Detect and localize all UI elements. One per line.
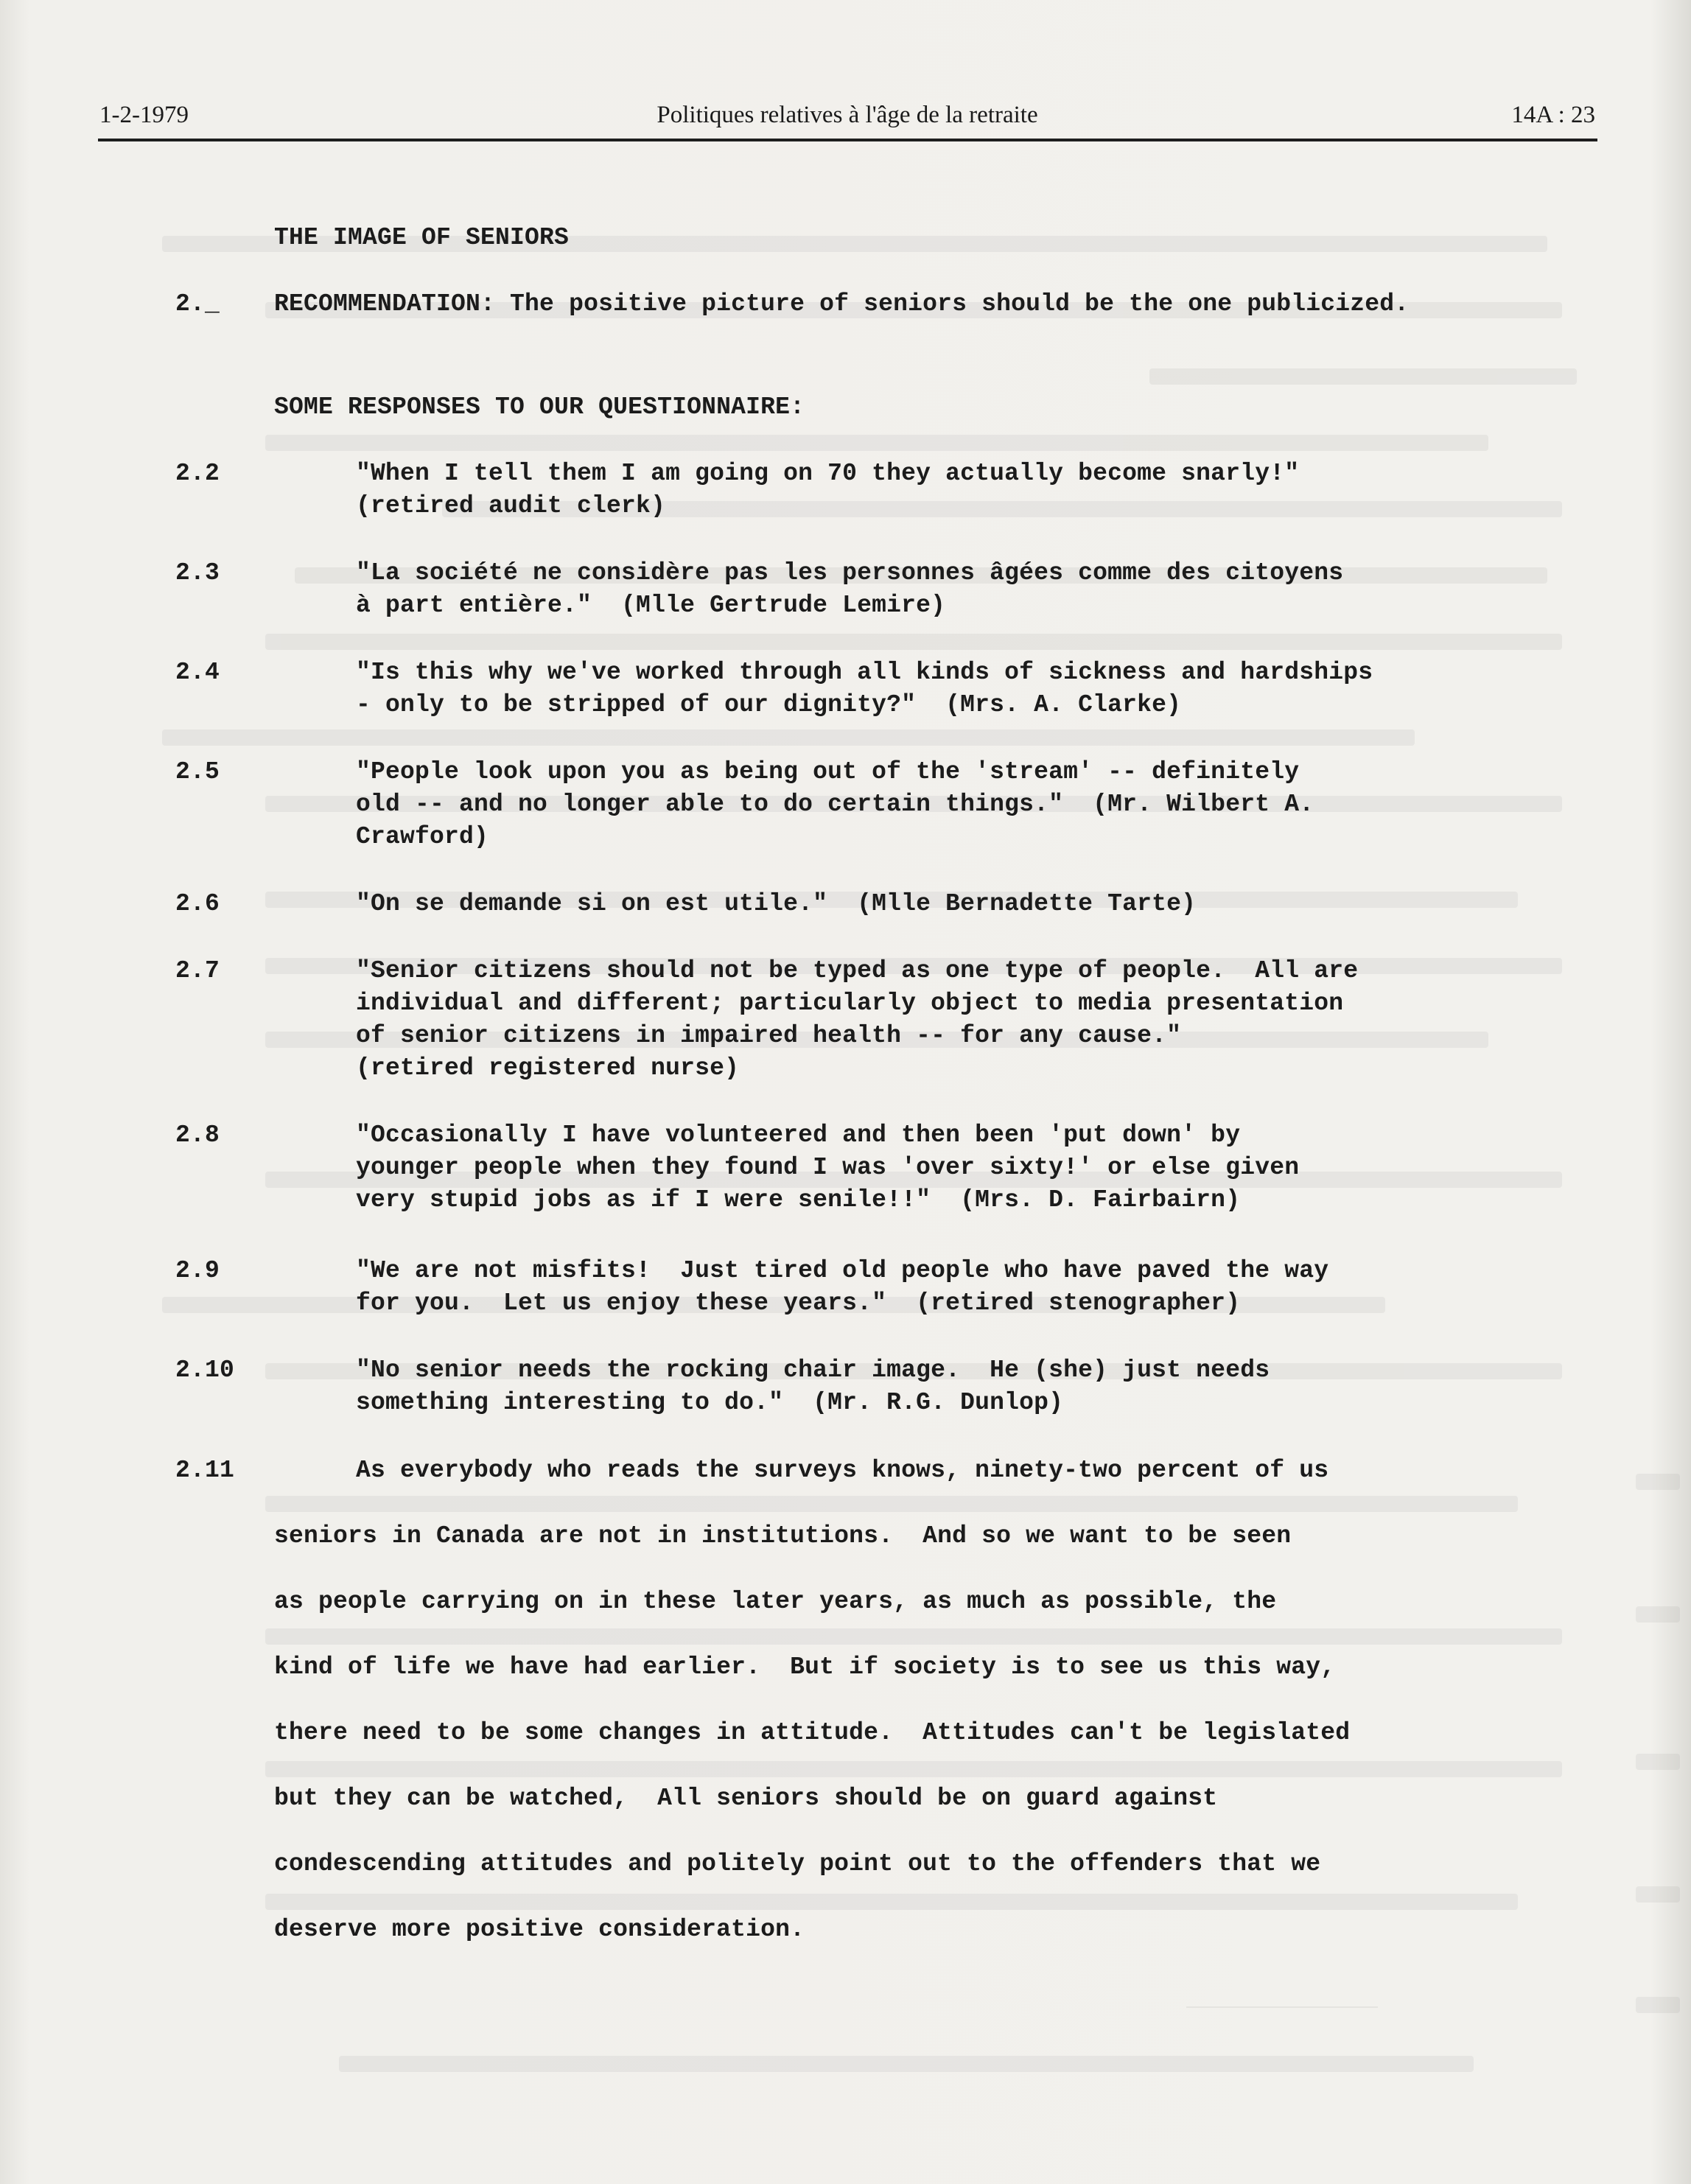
item-line: of senior citizens in impaired health -- for any cause." <box>356 1022 1182 1049</box>
item-line: "We are not misfits! Just tired old people who have paved the way <box>356 1257 1329 1284</box>
closing-line: there need to be some changes in attitude. Attitudes can't be legislated <box>274 1719 1351 1746</box>
item-line: "La société ne considère pas les personnes âgées comme des citoyens <box>356 559 1344 587</box>
item-line: Crawford) <box>356 823 489 850</box>
item-line: "People look upon you as being out of the 'stream' -- definitely <box>356 758 1300 785</box>
header-page-number: 14A : 23 <box>1511 102 1595 128</box>
item-line: (retired registered nurse) <box>356 1054 740 1082</box>
item-line: "No senior needs the rocking chair image. He (she) just needs <box>356 1357 1270 1384</box>
closing-line: but they can be watched, All seniors should be on guard against <box>274 1785 1218 1812</box>
item-line: à part entière." (Mlle Gertrude Lemire) <box>356 592 946 619</box>
item-line: "Is this why we've worked through all kinds of sickness and hardships <box>356 659 1373 686</box>
section-title: THE IMAGE OF SENIORS <box>274 224 570 251</box>
item-line: "Senior citizens should not be typed as one type of people. All are <box>356 957 1359 984</box>
closing-line: condescending attitudes and politely point out to the offenders that we <box>274 1850 1321 1877</box>
closing-line: deserve more positive consideration. <box>274 1916 805 1943</box>
item-number: 2.6 <box>175 890 220 917</box>
item-number: 2.5 <box>175 758 220 785</box>
item-line: younger people when they found I was 'over sixty!' or else given <box>356 1154 1300 1181</box>
header-rule <box>98 139 1597 141</box>
item-line: - only to be stripped of our dignity?" (Mrs. A. Clarke) <box>356 691 1182 718</box>
item-line: (retired audit clerk) <box>356 492 666 519</box>
item-line: for you. Let us enjoy these years." (retired stenographer) <box>356 1289 1241 1317</box>
closing-number: 2.11 <box>175 1457 235 1484</box>
item-number: 2.9 <box>175 1257 220 1284</box>
reverse-side-rule <box>1186 2006 1378 2008</box>
item-number: 2.10 <box>175 1357 235 1384</box>
closing-line: As everybody who reads the surveys knows, ninety-two percent of us <box>356 1457 1329 1484</box>
page-header <box>99 102 1595 140</box>
closing-line: seniors in Canada are not in institutions. And so we want to be seen <box>274 1522 1292 1550</box>
item-number: 2.7 <box>175 957 220 984</box>
item-line: "On se demande si on est utile." (Mlle Bernadette Tarte) <box>356 890 1197 917</box>
closing-line: kind of life we have had earlier. But if society is to see us this way, <box>274 1653 1336 1681</box>
item-line: "When I tell them I am going on 70 they actually become snarly!" <box>356 460 1300 487</box>
item-number: 2.8 <box>175 1121 220 1149</box>
item-line: very stupid jobs as if I were senile!!" (Mrs. D. Fairbairn) <box>356 1186 1241 1214</box>
item-line: something interesting to do." (Mr. R.G. Dunlop) <box>356 1389 1064 1416</box>
recommendation-number: 2._ <box>175 290 220 318</box>
recommendation-text: RECOMMENDATION: The positive picture of seniors should be the one publicized. <box>274 290 1410 318</box>
item-line: "Occasionally I have volunteered and then been 'put down' by <box>356 1121 1241 1149</box>
closing-line: as people carrying on in these later years, as much as possible, the <box>274 1588 1277 1615</box>
header-title: Politiques relatives à l'âge de la retraite <box>657 102 1038 128</box>
responses-heading: SOME RESPONSES TO OUR QUESTIONNAIRE: <box>274 393 805 421</box>
item-number: 2.2 <box>175 460 220 487</box>
item-number: 2.4 <box>175 659 220 686</box>
item-number: 2.3 <box>175 559 220 587</box>
item-line: individual and different; particularly object to media presentation <box>356 990 1344 1017</box>
item-line: old -- and no longer able to do certain things." (Mr. Wilbert A. <box>356 791 1314 818</box>
header-date: 1-2-1979 <box>99 102 189 128</box>
